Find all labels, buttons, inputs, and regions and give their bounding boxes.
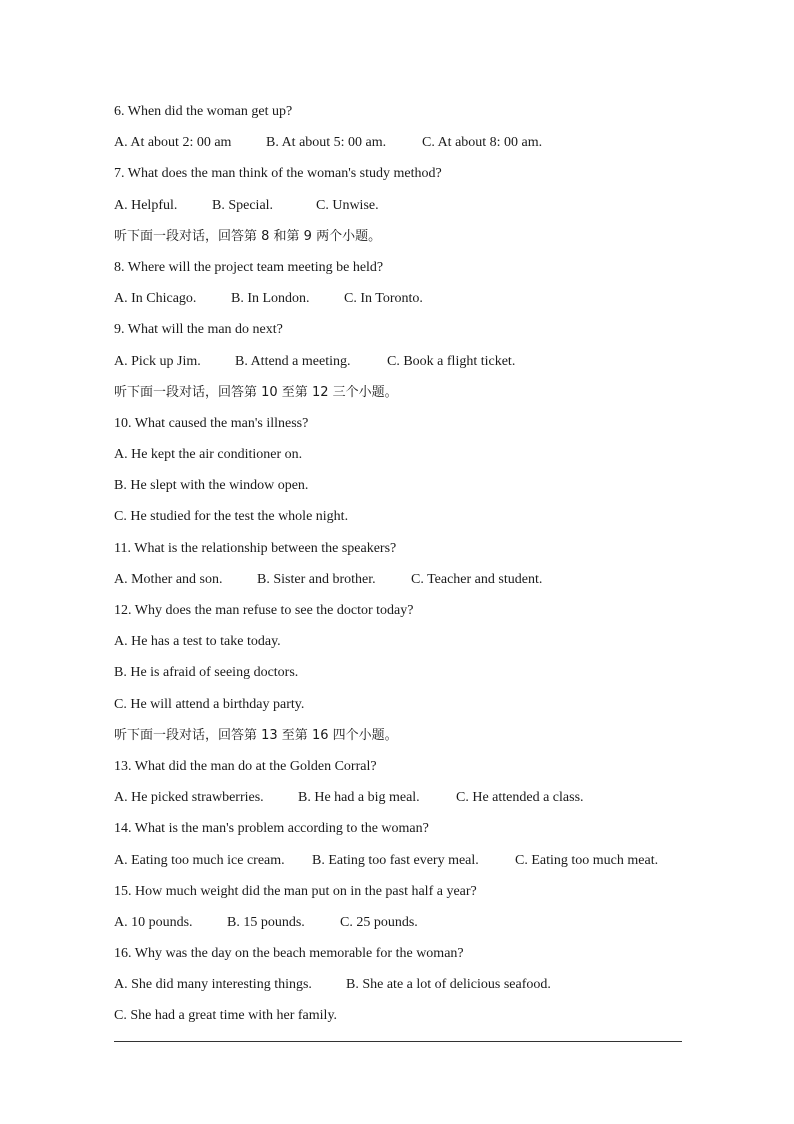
question-13-stem: 13. What did the man do at the Golden Corral? bbox=[114, 758, 377, 774]
question-14-stem: 14. What is the man's problem according to the woman? bbox=[114, 821, 429, 837]
question-7-options bbox=[114, 195, 694, 226]
question-10-option-b[interactable]: B. He slept with the window open. bbox=[114, 478, 309, 494]
question-8-stem: 8. Where will the project team meeting be held? bbox=[114, 259, 384, 275]
question-15-stem: 15. How much weight did the man put on in the past half a year? bbox=[114, 883, 477, 899]
question-8-options bbox=[114, 288, 694, 319]
question-11-options bbox=[114, 569, 694, 600]
question-7-stem: 7. What does the man think of the woman's study method? bbox=[114, 166, 442, 182]
section-instruction-10-12: 听下面一段对话，回答第 10 至第 12 三个小题。 bbox=[114, 384, 398, 400]
question-15-option-b[interactable]: B. 15 pounds. bbox=[227, 914, 305, 930]
question-7-option-c[interactable]: C. Unwise. bbox=[316, 197, 379, 213]
question-16-options-ab bbox=[114, 974, 694, 1005]
section-instruction-8-9: 听下面一段对话，回答第 8 和第 9 两个小题。 bbox=[114, 228, 382, 244]
question-14-option-c[interactable]: C. Eating too much meat. bbox=[515, 852, 659, 868]
question-10-stem: 10. What caused the man's illness? bbox=[114, 415, 309, 431]
question-12-option-c[interactable]: C. He will attend a birthday party. bbox=[114, 696, 305, 712]
question-11-stem: 11. What is the relationship between the speakers? bbox=[114, 540, 397, 556]
question-10-option-c[interactable]: C. He studied for the test the whole night. bbox=[114, 509, 349, 525]
question-16-option-c[interactable]: C. She had a great time with her family. bbox=[114, 1008, 338, 1024]
question-8-option-c[interactable]: C. In Toronto. bbox=[344, 291, 423, 307]
question-6-option-b[interactable]: B. At about 5: 00 am. bbox=[266, 135, 387, 151]
question-7-option-b[interactable]: B. Special. bbox=[212, 197, 274, 213]
exam-page bbox=[114, 101, 694, 1037]
question-13-option-a[interactable]: A. He picked strawberries. bbox=[114, 790, 264, 806]
question-14-options bbox=[114, 850, 694, 881]
question-9-option-b[interactable]: B. Attend a meeting. bbox=[235, 353, 351, 369]
question-12-option-b[interactable]: B. He is afraid of seeing doctors. bbox=[114, 665, 299, 681]
question-14-option-b[interactable]: B. Eating too fast every meal. bbox=[312, 852, 479, 868]
question-13-option-c[interactable]: C. He attended a class. bbox=[456, 790, 584, 806]
question-6-option-a[interactable]: A. At about 2: 00 am bbox=[114, 135, 232, 151]
section-instruction-13-16: 听下面一段对话，回答第 13 至第 16 四个小题。 bbox=[114, 727, 398, 743]
question-16-option-a[interactable]: A. She did many interesting things. bbox=[114, 977, 312, 993]
question-15-option-c[interactable]: C. 25 pounds. bbox=[340, 914, 418, 930]
question-15-option-a[interactable]: A. 10 pounds. bbox=[114, 914, 193, 930]
question-9-options bbox=[114, 351, 694, 382]
question-6-options bbox=[114, 132, 694, 163]
question-9-option-a[interactable]: A. Pick up Jim. bbox=[114, 353, 201, 369]
question-12-stem: 12. Why does the man refuse to see the doctor today? bbox=[114, 603, 414, 618]
question-11-option-c[interactable]: C. Teacher and student. bbox=[411, 571, 543, 587]
question-14-option-a[interactable]: A. Eating too much ice cream. bbox=[114, 852, 285, 868]
question-6-stem: 6. When did the woman get up? bbox=[114, 104, 293, 119]
question-9-stem: 9. What will the man do next? bbox=[114, 322, 283, 338]
bottom-divider bbox=[114, 1041, 682, 1042]
question-16-stem: 16. Why was the day on the beach memorable for the woman? bbox=[114, 946, 464, 962]
question-6-option-c[interactable]: C. At about 8: 00 am. bbox=[422, 135, 543, 151]
question-7-option-a[interactable]: A. Helpful. bbox=[114, 197, 178, 213]
question-15-options bbox=[114, 912, 694, 943]
question-12-option-a[interactable]: A. He has a test to take today. bbox=[114, 634, 281, 650]
question-16-option-b[interactable]: B. She ate a lot of delicious seafood. bbox=[346, 977, 551, 993]
question-13-options bbox=[114, 787, 694, 818]
question-8-option-a[interactable]: A. In Chicago. bbox=[114, 291, 197, 307]
question-8-option-b[interactable]: B. In London. bbox=[231, 291, 310, 307]
question-13-option-b[interactable]: B. He had a big meal. bbox=[298, 790, 420, 806]
question-9-option-c[interactable]: C. Book a flight ticket. bbox=[387, 353, 516, 369]
question-11-option-b[interactable]: B. Sister and brother. bbox=[257, 571, 376, 587]
question-11-option-a[interactable]: A. Mother and son. bbox=[114, 571, 223, 587]
question-10-option-a[interactable]: A. He kept the air conditioner on. bbox=[114, 447, 303, 463]
